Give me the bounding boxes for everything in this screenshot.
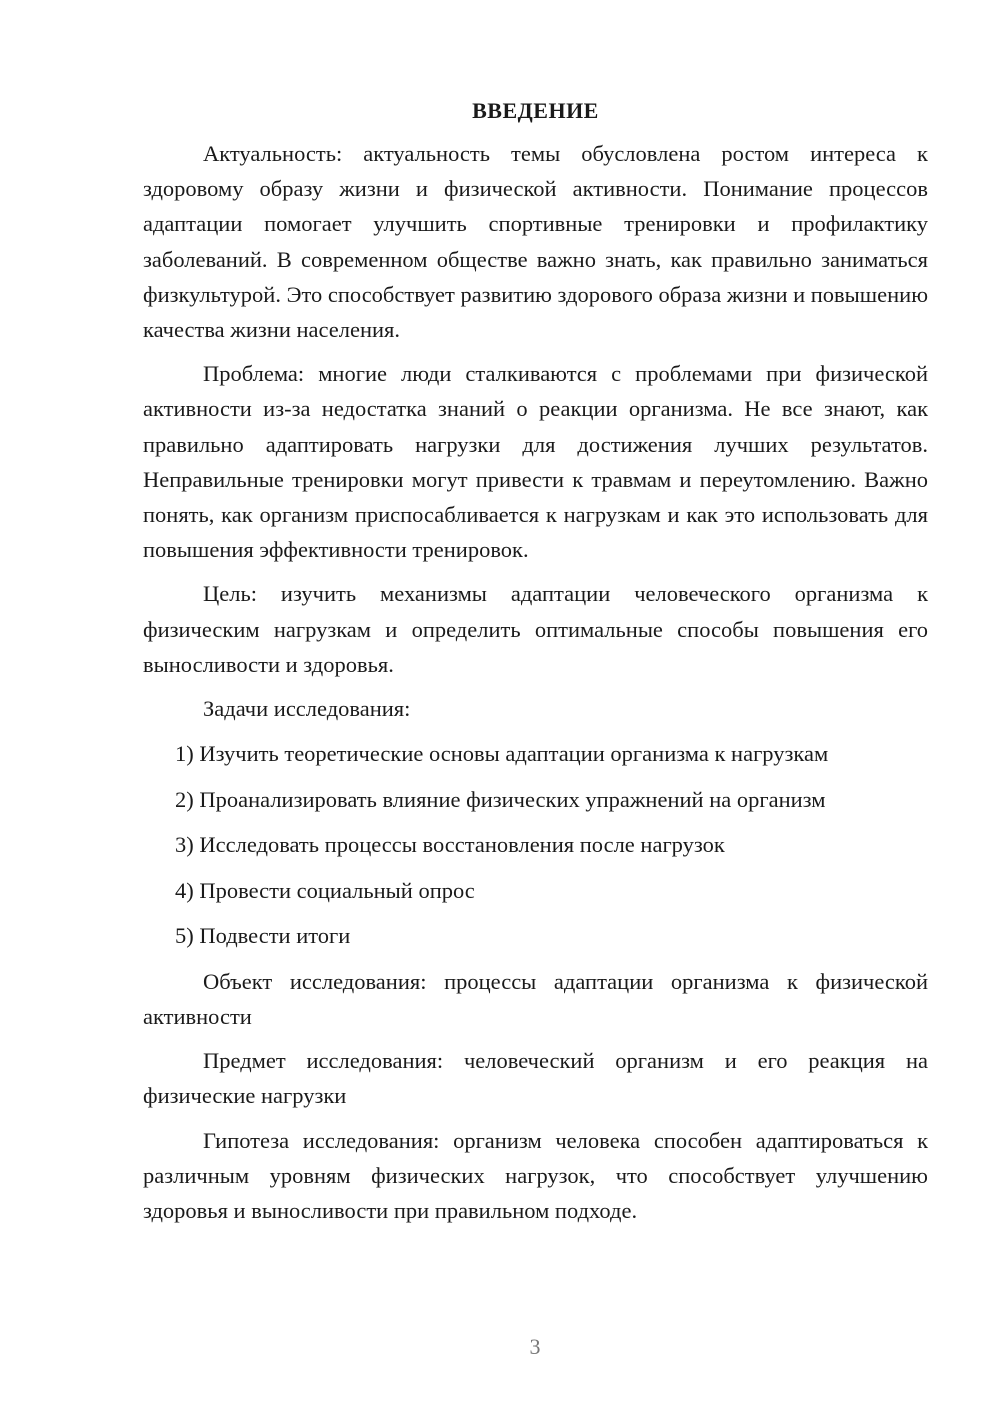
task-item: 4) Провести социальный опрос [175, 877, 475, 903]
object-paragraph: Объект исследования: процессы адаптации организма к физической активности [143, 968, 928, 1029]
hypothesis-paragraph: Гипотеза исследования: организм человека способен адаптироваться к различным уровням физических нагрузок, что способствует улучшению здоровья и выносливости при правильном подходе. [143, 1127, 928, 1223]
relevance-paragraph: Актуальность: актуальность темы обусловлена ростом интереса к здоровому образу жизни и физической активности. Понимание процессов адаптации помогает улучшить спортивные тренировки и профилактику заболеваний. В современном обществе важно знать, как правильно заниматься физкультурой. Это способствует развитию здорового образа жизни и повышению качества жизни населения. [143, 141, 929, 343]
subject-paragraph: Предмет исследования: человеческий организм и его реакция на физические нагрузки [143, 1048, 928, 1109]
task-item: 2) Проанализировать влияние физических упражнений на организм [175, 786, 826, 812]
tasks-label: Задачи исследования: [203, 696, 411, 722]
page-number: 3 [529, 1334, 541, 1359]
section-title: ВВЕДЕНИЕ [472, 98, 599, 123]
task-item: 5) Подвести итоги [175, 923, 351, 949]
document-page [143, 92, 928, 1237]
task-item: 1) Изучить теоретические основы адаптации организма к нагрузкам [175, 741, 829, 767]
tasks-list [143, 736, 928, 953]
problem-paragraph: Проблема: многие люди сталкиваются с проблемами при физической активности из-за недостатка знаний о реакции организма. Не все знают, как правильно адаптировать нагрузки для достижения лучших результатов. Неправильные тренировки могут привести к травмам и переутомлению. Важно понять, как организм приспосабливается к нагрузкам и как это использовать для повышения эффективности тренировок. [143, 361, 928, 563]
goal-paragraph: Цель: изучить механизмы адаптации человеческого организма к физическим нагрузкам и определить оптимальные способы повышения его выносливости и здоровья. [143, 581, 928, 677]
task-item: 3) Исследовать процессы восстановления после нагрузок [175, 832, 725, 858]
